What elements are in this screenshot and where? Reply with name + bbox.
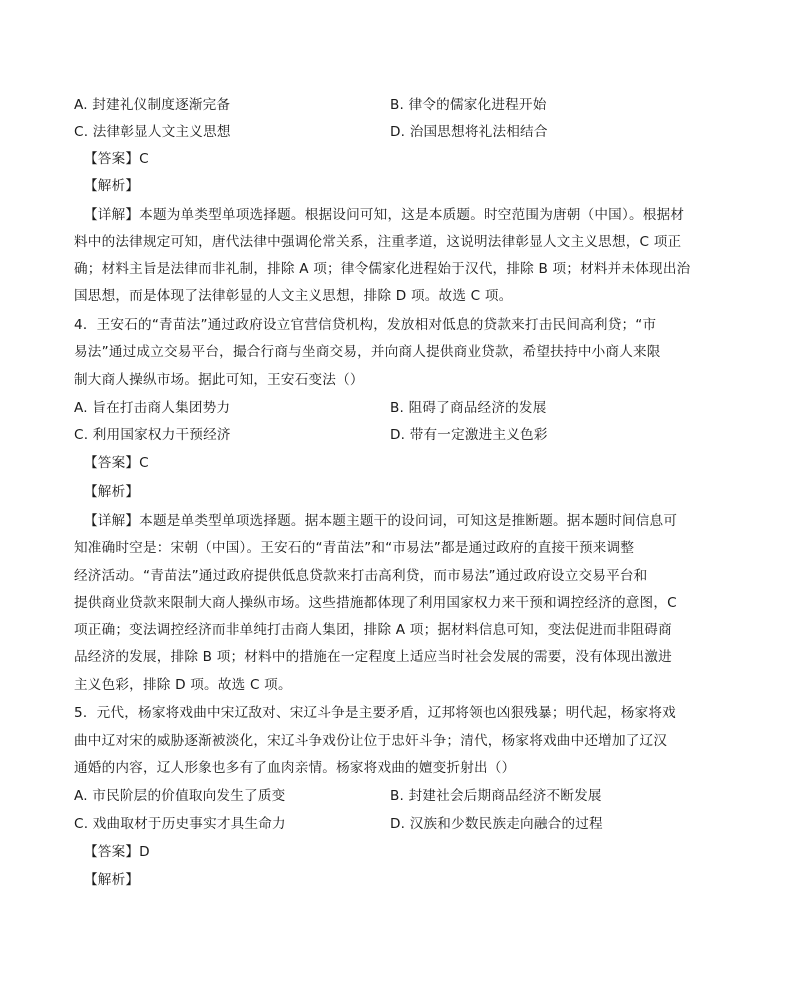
q5-option-a: A. 市民阶层的价值取向发生了质变 — [74, 788, 286, 804]
q3-detail-line: 【详解】本题为单类型单项选择题。根据设问可知，这是本质题。时空范围为唐朝（中国）。根据材 — [84, 207, 685, 223]
q5-stem-line: 曲中辽对宋的威胁逐渐被淡化，宋辽斗争戏份让位于忠奸斗争；清代，杨家将戏曲中还增加了辽汉 — [74, 733, 668, 749]
q4-option-d: D. 带有一定激进主义色彩 — [390, 427, 548, 443]
q4-stem-line: 易法”通过成立交易平台，撮合行商与坐商交易，并向商人提供商业贷款，希望扶持中小商人来限 — [74, 344, 661, 360]
q3-option-b: B. 律令的儒家化进程开始 — [390, 97, 547, 113]
q4-stem-line: 制大商人操纵市场。据此可知，王安石变法（） — [74, 372, 364, 388]
q4-detail-line: 提供商业贷款来限制大商人操纵市场。这些措施都体现了利用国家权力来干预和调控经济的意图，C — [74, 595, 677, 611]
q5-option-d: D. 汉族和少数民族走向融合的过程 — [390, 816, 603, 832]
q5-option-c: C. 戏曲取材于历史事实才具生命力 — [74, 816, 286, 832]
q3-detail-line: 国思想，而是体现了法律彰显的人文主义思想，排除 D 项。故选 C 项。 — [74, 288, 513, 304]
q5-option-b: B. 封建社会后期商品经济不断发展 — [390, 788, 602, 804]
q4-detail-line: 主义色彩，排除 D 项。故选 C 项。 — [74, 677, 292, 693]
q3-option-a: A. 封建礼仪制度逐渐完备 — [74, 97, 231, 113]
q4-option-b: B. 阻碍了商品经济的发展 — [390, 400, 547, 416]
q3-detail-line: 料中的法律规定可知，唐代法律中强调伦常关系，注重孝道，这说明法律彰显人文主义思想，C 项正 — [74, 234, 682, 250]
q4-answer: 【答案】C — [84, 455, 149, 471]
q5-stem-line: 通婚的内容，辽人形象也多有了血肉亲情。杨家将戏曲的嬗变折射出（） — [74, 760, 516, 776]
q3-answer: 【答案】C — [84, 151, 149, 167]
q4-detail-line: 经济活动。“青苗法”通过政府提供低息贷款来打击高利贷，而市易法”通过政府设立交易平台和 — [74, 568, 648, 584]
q4-detail-line: 【详解】本题是单类型单项选择题。据本题主题干的设问词，可知这是推断题。据本题时间信息可 — [84, 513, 678, 529]
q4-option-c: C. 利用国家权力干预经济 — [74, 427, 231, 443]
q5-stem-line: 5．元代，杨家将戏曲中宋辽敌对、宋辽斗争是主要矛盾，辽邦将领也凶狠残暴；明代起，杨家将戏 — [74, 705, 676, 721]
q3-detail-line: 确；材料主旨是法律而非礼制，排除 A 项；律令儒家化进程始于汉代，排除 B 项；材料并未体现出治 — [74, 261, 691, 277]
q5-analysis-label: 【解析】 — [84, 872, 140, 888]
q4-option-a: A. 旨在打击商人集团势力 — [74, 400, 231, 416]
q4-detail-line: 品经济的发展，排除 B 项；材料中的措施在一定程度上适应当时社会发展的需要，没有体现出激进 — [74, 649, 672, 665]
q3-option-d: D. 治国思想将礼法相结合 — [390, 124, 548, 140]
q4-detail-line: 项正确；变法调控经济而非单纯打击商人集团，排除 A 项；据材料信息可知，变法促进而非阻碍商 — [74, 622, 672, 638]
q3-option-c: C. 法律彰显人文主义思想 — [74, 124, 231, 140]
q4-analysis-label: 【解析】 — [84, 484, 140, 500]
q4-stem-line: 4．王安石的“青苗法”通过政府设立官营信贷机构，发放相对低息的贷款来打击民间高利贷；“市 — [74, 317, 657, 333]
q5-answer: 【答案】D — [84, 844, 150, 860]
q3-analysis-label: 【解析】 — [84, 178, 140, 194]
q4-detail-line: 知准确时空是：宋朝（中国）。王安石的“青苗法”和“市易法”都是通过政府的直接干预来调整 — [74, 540, 635, 556]
